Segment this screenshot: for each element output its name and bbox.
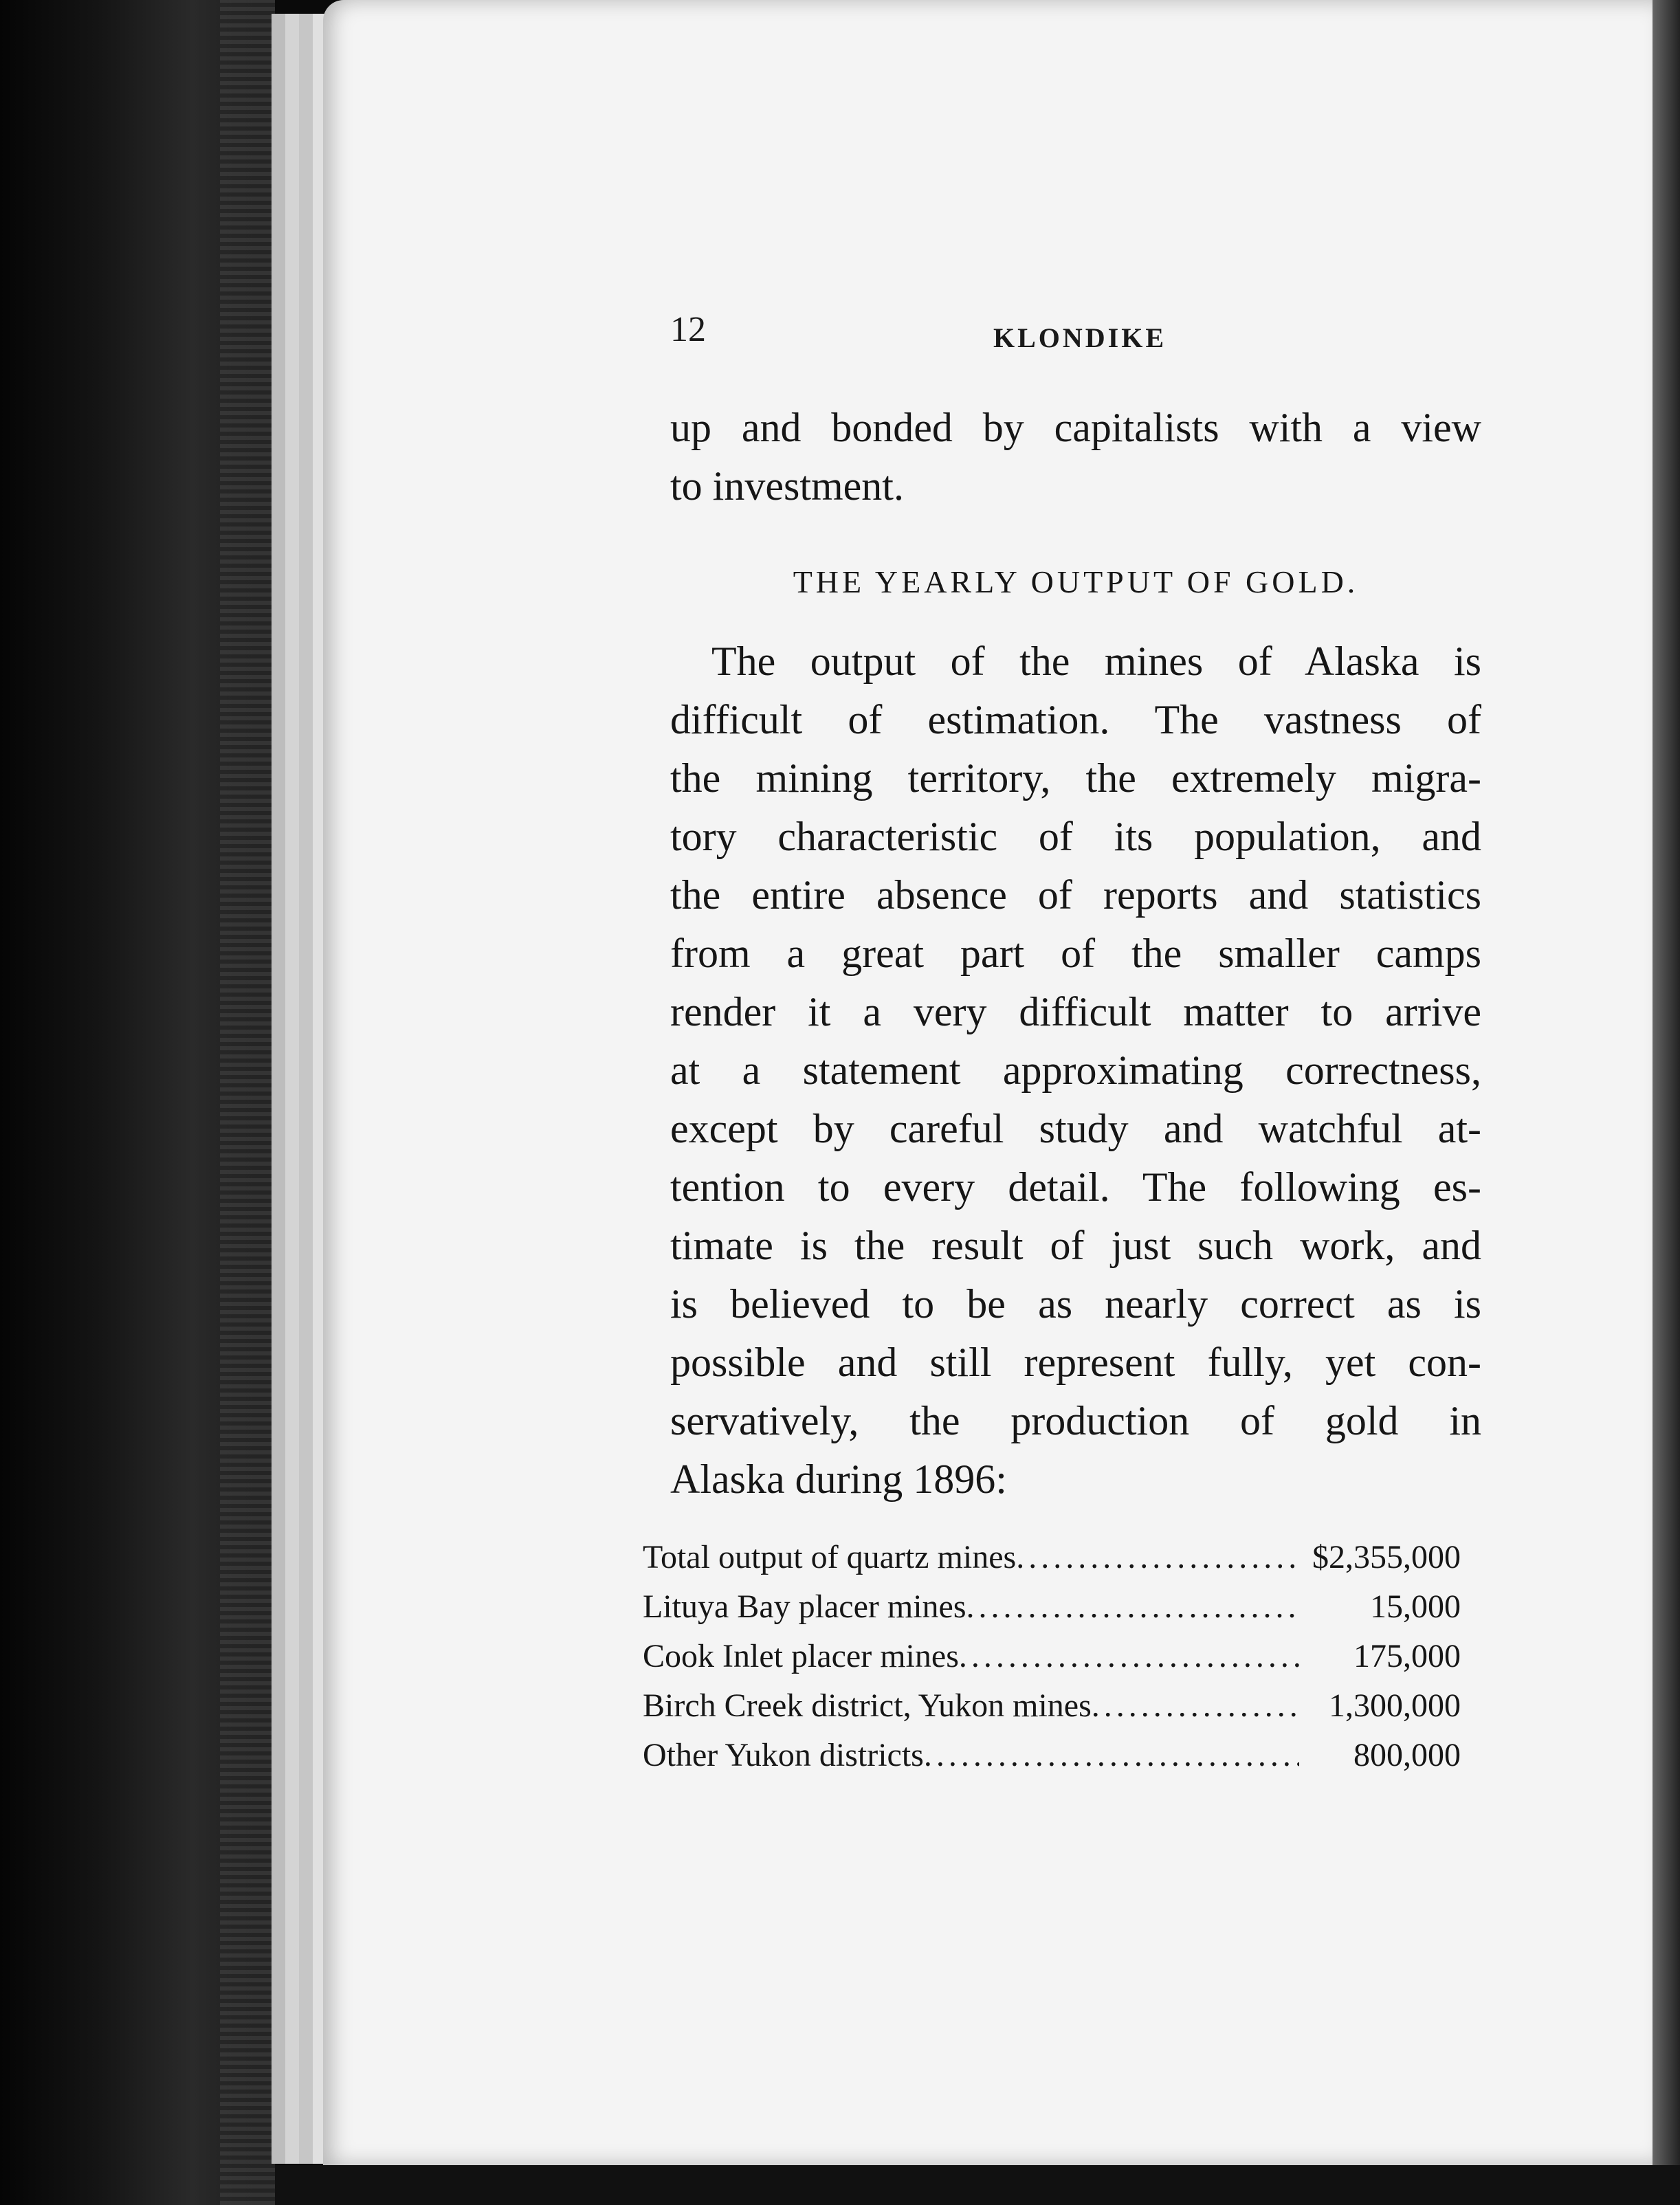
text-line: timate is the result of just such work, and [670, 1223, 1481, 1268]
leader-dots [966, 1582, 1299, 1632]
table-row [643, 1632, 1461, 1681]
row-amount: 175,000 [1353, 1638, 1461, 1674]
book-spine-texture [220, 0, 275, 2205]
section-heading: THE YEARLY OUTPUT OF GOLD. [793, 564, 1359, 599]
text-line: up and bonded by capitalists with a view [670, 405, 1481, 450]
page-header [670, 309, 1481, 364]
page-number: 12 [670, 310, 706, 349]
row-label: Other Yukon districts [643, 1737, 924, 1773]
text-line: tory characteristic of its population, and [670, 814, 1481, 859]
text-line: from a great part of the smaller camps [670, 931, 1481, 976]
text-line: except by careful study and watchful at- [670, 1106, 1481, 1151]
text-line: render it a very difficult matter to arrive [670, 989, 1481, 1034]
text-line: the entire absence of reports and statistics [670, 872, 1481, 918]
leader-dots [1016, 1533, 1299, 1582]
row-amount: $2,355,000 [1312, 1539, 1461, 1575]
row-label: Lituya Bay placer mines [643, 1588, 966, 1625]
text-line: servatively, the production of gold in [670, 1398, 1481, 1443]
row-label: Birch Creek district, Yukon mines [643, 1687, 1092, 1724]
continued-paragraph [670, 399, 1481, 516]
text-line: the mining territory, the extremely migra- [670, 755, 1481, 801]
row-amount: 1,300,000 [1329, 1687, 1461, 1724]
text-line: Alaska during 1896: [670, 1456, 1007, 1502]
table-row [643, 1533, 1461, 1582]
text-line: tention to every detail. The following es- [670, 1164, 1481, 1210]
text-line: at a statement approximating correctness, [670, 1048, 1481, 1093]
row-label: Total output of quartz mines [643, 1539, 1017, 1575]
row-amount: 800,000 [1353, 1737, 1461, 1773]
table-row [643, 1681, 1461, 1731]
right-page-edge [1653, 0, 1680, 2205]
running-head: KLONDIKE [993, 322, 1167, 353]
leader-dots [924, 1731, 1299, 1780]
text-line: difficult of estimation. The vastness of [670, 697, 1481, 742]
row-amount: 15,000 [1370, 1588, 1461, 1625]
table-row [643, 1731, 1461, 1780]
leader-dots [959, 1632, 1299, 1681]
text-line: is believed to be as nearly correct as is [670, 1281, 1481, 1327]
main-paragraph [670, 632, 1481, 1509]
text-line: possible and still represent fully, yet con- [670, 1340, 1481, 1385]
gold-output-table [643, 1533, 1461, 1780]
bottom-background [275, 2165, 1680, 2205]
text-line: The output of the mines of Alaska is [711, 639, 1481, 684]
text-line: to investment. [670, 463, 904, 509]
leader-dots [1092, 1681, 1299, 1731]
table-row [643, 1582, 1461, 1632]
row-label: Cook Inlet placer mines [643, 1638, 959, 1674]
